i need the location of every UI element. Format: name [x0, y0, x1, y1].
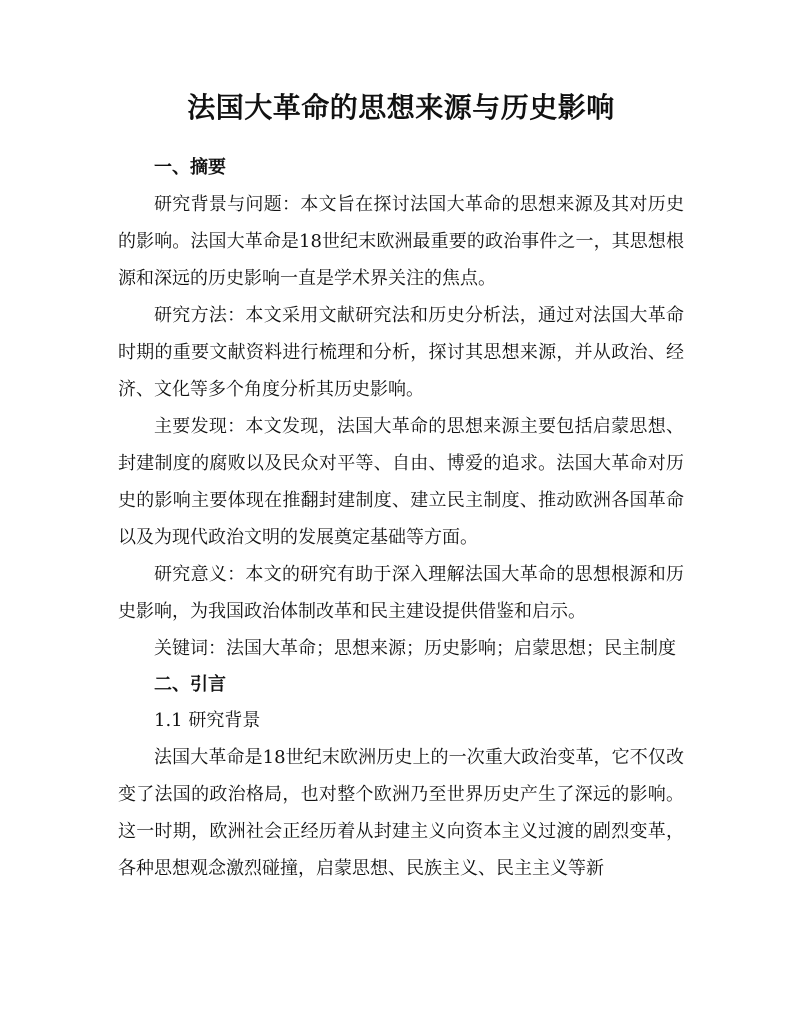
research-background-subheading: 1.1 研究背景 — [154, 710, 261, 731]
abstract-method-paragraph: 研究方法：本文采用文献研究法和历史分析法，通过对法国大革命时期的重要文献资料进行梳理和分析，探讨其思想来源，并从政治、经济、文化等多个角度分析其历史影响。 — [118, 305, 684, 400]
abstract-significance-paragraph: 研究意义：本文的研究有助于深入理解法国大革命的思想根源和历史影响，为我国政治体制改革和民主建设提供借鉴和启示。 — [118, 564, 684, 622]
document-title: 法国大革命的思想来源与历史影响 — [187, 91, 615, 124]
abstract-findings-paragraph: 主要发现：本文发现，法国大革命的思想来源主要包括启蒙思想、封建制度的腐败以及民众对平等、自由、博爱的追求。法国大革命对历史的影响主要体现在推翻封建制度、建立民主制度、推动欧洲各国革命以及为现代政治文明的发展奠定基础等方面。 — [118, 416, 684, 548]
abstract-heading: 一、摘要 — [154, 157, 226, 178]
introduction-paragraph: 法国大革命是18世纪末欧洲历史上的一次重大政治变革，它不仅改变了法国的政治格局，也对整个欧洲乃至世界历史产生了深远的影响。这一时期，欧洲社会正经历着从封建主义向资本主义过渡的剧烈变革，各种思想观念激烈碰撞，启蒙思想、民族主义、民主主义等新 — [118, 747, 684, 879]
abstract-background-paragraph: 研究背景与问题：本文旨在探讨法国大革命的思想来源及其对历史的影响。法国大革命是18世纪末欧洲最重要的政治事件之一，其思想根源和深远的历史影响一直是学术界关注的焦点。 — [118, 194, 684, 289]
keywords-paragraph: 关键词：法国大革命；思想来源；历史影响；启蒙思想；民主制度 — [154, 638, 676, 659]
introduction-heading: 二、引言 — [154, 674, 226, 695]
document-page — [118, 86, 684, 887]
